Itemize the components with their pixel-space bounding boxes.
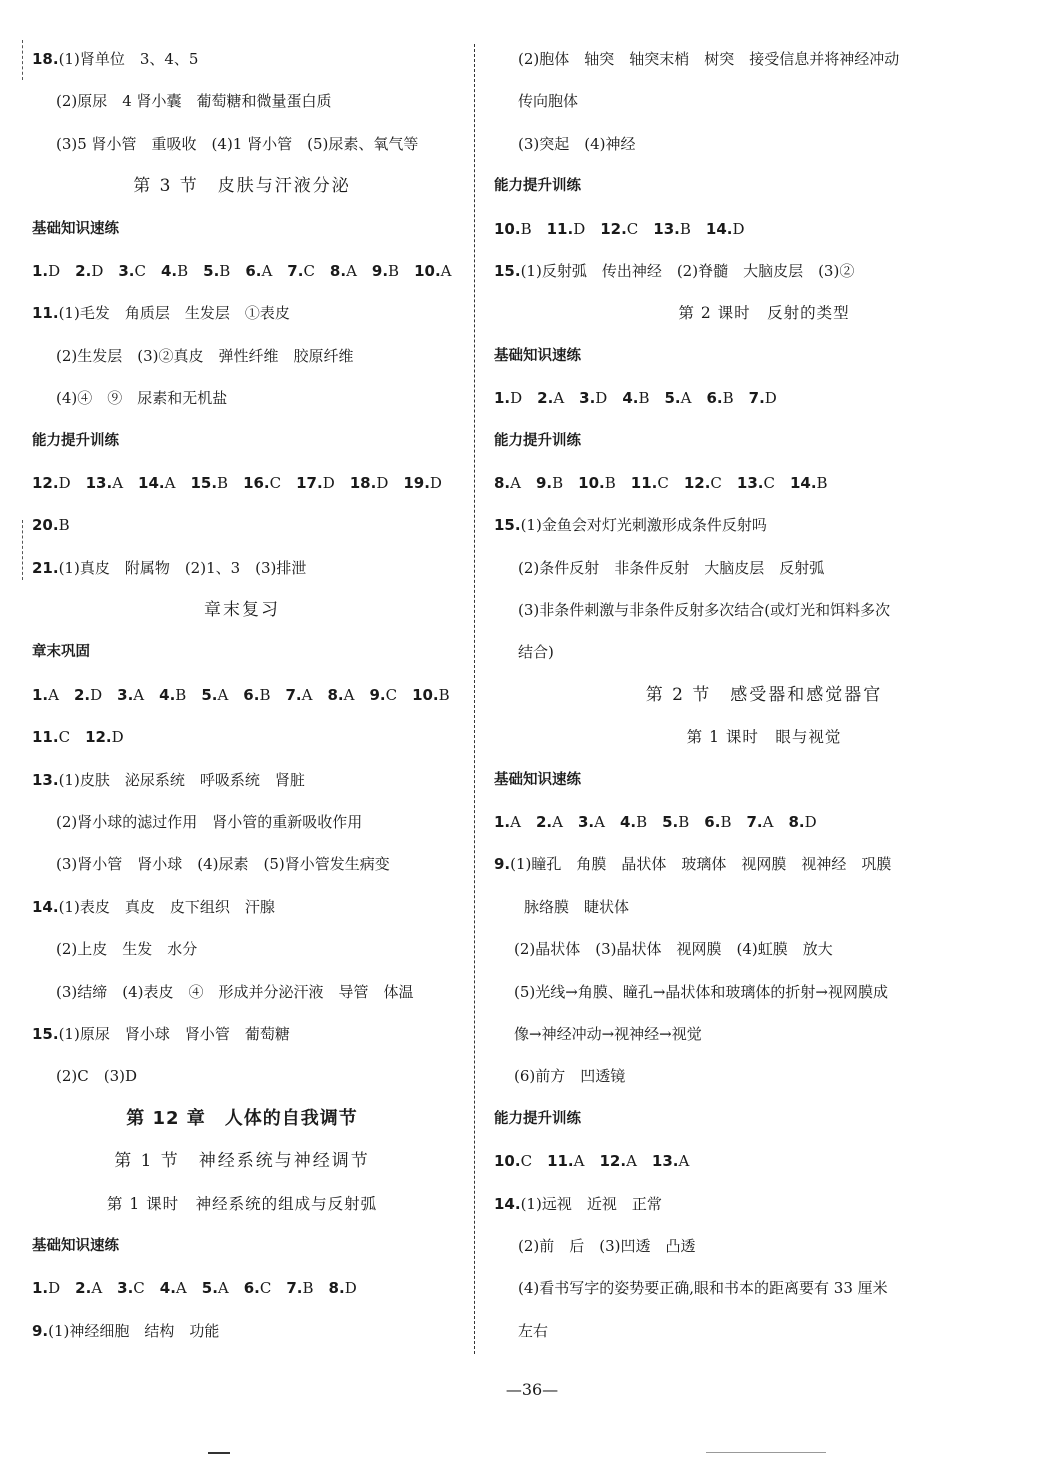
answer-text: (1)反射弧 传出神经 (2)脊髓 大脑皮层 (3)② xyxy=(520,261,855,280)
choice-answer: D xyxy=(804,813,817,832)
choice-answer-row xyxy=(32,504,452,546)
choice-answer: A xyxy=(626,1152,637,1171)
question-number: 21. xyxy=(32,558,59,577)
question-number: 4. xyxy=(622,389,639,408)
answer-line xyxy=(494,1183,1034,1225)
choice-answer-row xyxy=(32,462,452,504)
question-number: 4. xyxy=(619,813,637,832)
choice-answer: A xyxy=(48,685,59,704)
section-header: 能力提升训练 xyxy=(494,1110,581,1127)
answer-continuation: (2)上皮 生发 水分 xyxy=(56,940,198,959)
question-number: 3. xyxy=(117,685,134,704)
question-number: 6. xyxy=(243,1279,260,1298)
choice-answer: A xyxy=(91,1279,103,1298)
answer-continuation: (3)突起 (4)神经 xyxy=(518,134,636,153)
question-number: 14. xyxy=(32,897,59,916)
answer-continuation: (2)生发层 (3)②真皮 弹性纤维 胶原纤维 xyxy=(56,346,354,365)
choice-answer: B xyxy=(636,813,648,832)
answer-continuation: (2)条件反射 非条件反射 大脑皮层 反射弧 xyxy=(518,558,825,577)
choice-answer: A xyxy=(301,685,313,704)
question-number: 1. xyxy=(32,261,49,280)
answer-line xyxy=(494,843,1034,885)
lesson-title: 第 2 课时 反射的类型 xyxy=(678,304,850,323)
question-number: 4. xyxy=(159,685,176,704)
section-title: 章末复习 xyxy=(204,600,280,621)
choice-answer: D xyxy=(344,1279,357,1298)
answer-text: (1)远视 近视 正常 xyxy=(520,1194,662,1213)
answer-line xyxy=(32,547,452,589)
left-column xyxy=(32,38,452,1352)
choice-answer-row xyxy=(32,250,452,292)
question-number: 18. xyxy=(32,50,59,68)
question-number: 6. xyxy=(706,389,723,408)
choice-answer: B xyxy=(816,473,828,492)
bottom-crop-mark xyxy=(208,1452,230,1454)
question-number: 13. xyxy=(653,219,680,238)
question-number: 1. xyxy=(32,685,49,704)
answer-line xyxy=(32,38,452,80)
question-number: 8. xyxy=(327,685,344,704)
question-number: 9. xyxy=(494,855,511,874)
question-number: 7. xyxy=(746,813,763,832)
section-header: 基础知识速练 xyxy=(494,771,581,788)
choice-answer-row xyxy=(494,801,1034,843)
section-header: 章末巩固 xyxy=(32,644,90,661)
question-number: 13. xyxy=(736,473,764,492)
choice-answer-row xyxy=(32,716,452,758)
page-number: —36— xyxy=(505,1380,559,1399)
choice-answer: A xyxy=(678,1152,690,1171)
question-number: 9. xyxy=(371,261,389,280)
question-number: 9. xyxy=(32,1321,49,1340)
answer-continuation: (5)光线→角膜、瞳孔→晶状体和玻璃体的折射→视网膜成 xyxy=(514,982,888,1001)
right-column xyxy=(494,38,1034,1352)
answer-continuation: 左右 xyxy=(518,1321,549,1340)
question-number: 17. xyxy=(296,473,323,492)
answer-continuation: (3)5 肾小管 重吸收 (4)1 肾小管 (5)尿素、氧气等 xyxy=(56,134,419,153)
choice-answer: A xyxy=(164,473,176,492)
answer-text: (1)表皮 真皮 皮下组织 汗腺 xyxy=(58,897,275,916)
question-number: 5. xyxy=(203,261,220,280)
question-number: 7. xyxy=(285,685,302,704)
answer-line xyxy=(494,250,1034,292)
answer-continuation: (2)前 后 (3)凹透 凸透 xyxy=(518,1236,696,1255)
choice-answer: A xyxy=(346,261,357,280)
choice-answer: B xyxy=(520,219,532,238)
choice-answer: A xyxy=(552,813,563,832)
choice-answer: B xyxy=(638,389,650,408)
answer-continuation: (4)看书写字的姿势要正确,眼和书本的距离要有 33 厘米 xyxy=(518,1279,888,1298)
choice-answer: A xyxy=(217,1279,229,1298)
choice-answer: D xyxy=(48,1279,61,1298)
choice-answer: A xyxy=(343,685,355,704)
choice-answer: A xyxy=(553,389,565,408)
choice-answer-row xyxy=(494,377,1034,419)
question-number: 13. xyxy=(85,473,113,492)
choice-answer: A xyxy=(112,473,124,492)
answer-text: (1)真皮 附属物 (2)1、3 (3)排泄 xyxy=(58,558,307,577)
answer-text: (1)原尿 肾小球 肾小管 葡萄糖 xyxy=(58,1024,290,1043)
section-header: 基础知识速练 xyxy=(494,347,581,364)
choice-answer: D xyxy=(732,219,745,238)
question-number: 15. xyxy=(190,473,218,492)
question-number: 5. xyxy=(201,685,218,704)
answer-text: (1)瞳孔 角膜 晶状体 玻璃体 视网膜 视神经 巩膜 xyxy=(510,855,892,874)
binding-edge-mark xyxy=(22,40,23,80)
choice-answer: A xyxy=(440,261,452,280)
choice-answer: B xyxy=(259,685,271,704)
chapter-title: 第 12 章 人体的自我调节 xyxy=(126,1107,358,1129)
question-number: 11. xyxy=(32,304,59,323)
choice-answer: C xyxy=(269,473,282,492)
answer-line xyxy=(32,292,452,334)
question-number: 6. xyxy=(243,685,260,704)
binding-edge-mark xyxy=(22,520,23,580)
choice-answer: A xyxy=(217,685,229,704)
question-number: 14. xyxy=(705,219,733,238)
choice-answer-row xyxy=(494,462,1034,504)
question-number: 3. xyxy=(579,389,596,408)
question-number: 12. xyxy=(600,219,627,238)
lesson-title: 第 1 课时 眼与视觉 xyxy=(686,728,842,747)
choice-answer: C xyxy=(626,219,639,238)
question-number: 8. xyxy=(788,813,805,832)
answer-continuation: (2)肾小球的滤过作用 肾小管的重新吸收作用 xyxy=(56,813,363,832)
choice-answer: D xyxy=(48,261,61,280)
answer-continuation: (3)非条件刺激与非条件反射多次结合(或灯光和饵料多次 xyxy=(518,601,891,620)
choice-answer-row xyxy=(494,208,1034,250)
answer-continuation: (2)原尿 4 肾小囊 葡萄糖和微量蛋白质 xyxy=(56,92,332,111)
answer-line xyxy=(32,886,452,928)
answer-continuation: (6)前方 凹透镜 xyxy=(514,1067,626,1086)
choice-answer: D xyxy=(91,261,104,280)
choice-answer: B xyxy=(217,473,229,492)
section-header: 基础知识速练 xyxy=(32,1237,119,1254)
choice-answer: D xyxy=(510,389,523,408)
answer-text: (1)神经细胞 结构 功能 xyxy=(48,1321,220,1340)
answer-line xyxy=(32,759,452,801)
question-number: 2. xyxy=(535,813,553,832)
answer-continuation: 脉络膜 睫状体 xyxy=(524,897,630,916)
question-number: 13. xyxy=(651,1152,679,1171)
choice-answer: C xyxy=(134,261,146,280)
question-number: 14. xyxy=(494,1194,521,1213)
choice-answer: B xyxy=(175,685,187,704)
choice-answer: A xyxy=(175,1279,187,1298)
choice-answer: C xyxy=(520,1152,533,1171)
column-divider xyxy=(474,44,475,1354)
choice-answer: D xyxy=(322,473,335,492)
question-number: 10. xyxy=(494,219,521,238)
answer-text: (1)皮肤 泌尿系统 呼吸系统 肾脏 xyxy=(58,770,305,789)
question-number: 19. xyxy=(403,473,430,492)
answer-text: (1)肾单位 3、4、5 xyxy=(58,50,199,68)
choice-answer: A xyxy=(133,685,145,704)
question-number: 4. xyxy=(159,1279,176,1298)
question-number: 5. xyxy=(664,389,681,408)
choice-answer: C xyxy=(58,728,71,747)
answer-continuation: (4)④ ⑨ 尿素和无机盐 xyxy=(56,389,228,408)
choice-answer: D xyxy=(376,473,389,492)
question-number: 8. xyxy=(494,473,511,492)
question-number: 15. xyxy=(494,516,521,535)
answer-continuation: 结合) xyxy=(518,643,554,662)
section-title: 第 2 节 感受器和感觉器官 xyxy=(645,684,883,705)
answer-continuation: (3)肾小管 肾小球 (4)尿素 (5)肾小管发生病变 xyxy=(56,855,390,874)
answer-continuation: (3)结缔 (4)表皮 ④ 形成并分泌汗液 导管 体温 xyxy=(56,982,414,1001)
question-number: 14. xyxy=(138,473,165,492)
question-number: 2. xyxy=(75,1279,92,1298)
choice-answer-row xyxy=(494,1140,1034,1182)
question-number: 11. xyxy=(546,219,574,238)
question-number: 2. xyxy=(73,685,91,704)
question-number: 10. xyxy=(414,261,441,280)
question-number: 3. xyxy=(117,1279,134,1298)
question-number: 2. xyxy=(537,389,554,408)
choice-answer: D xyxy=(573,219,586,238)
question-number: 7. xyxy=(287,261,304,280)
question-number: 13. xyxy=(32,770,59,789)
answer-continuation: 像→神经冲动→视神经→视觉 xyxy=(514,1024,702,1043)
question-number: 6. xyxy=(245,261,262,280)
question-number: 12. xyxy=(32,473,59,492)
question-number: 8. xyxy=(329,261,347,280)
answer-line xyxy=(32,1310,452,1352)
question-number: 18. xyxy=(349,473,377,492)
choice-answer: A xyxy=(762,813,774,832)
question-number: 7. xyxy=(286,1279,303,1298)
question-number: 14. xyxy=(789,473,817,492)
answer-continuation: 传向胞体 xyxy=(518,92,579,111)
question-number: 10. xyxy=(412,685,439,704)
choice-answer: B xyxy=(438,685,450,704)
question-number: 20. xyxy=(32,516,59,535)
question-number: 7. xyxy=(748,389,765,408)
question-number: 16. xyxy=(243,473,270,492)
question-number: 15. xyxy=(32,1024,59,1043)
choice-answer: B xyxy=(678,813,690,832)
section-title: 第 1 节 神经系统与神经调节 xyxy=(114,1151,370,1172)
question-number: 3. xyxy=(118,261,135,280)
section-title: 第 3 节 皮肤与汗液分泌 xyxy=(133,176,351,197)
section-header: 能力提升训练 xyxy=(494,178,581,195)
section-header: 基础知识速练 xyxy=(32,220,119,237)
choice-answer: A xyxy=(573,1152,585,1171)
question-number: 6. xyxy=(704,813,721,832)
lesson-title: 第 1 课时 神经系统的组成与反射弧 xyxy=(106,1194,378,1213)
question-number: 3. xyxy=(577,813,595,832)
choice-answer: C xyxy=(763,473,775,492)
choice-answer: B xyxy=(388,261,400,280)
choice-answer: B xyxy=(552,473,564,492)
choice-answer-row xyxy=(32,674,452,716)
choice-answer: C xyxy=(385,685,398,704)
choice-answer: B xyxy=(58,516,70,535)
choice-answer: B xyxy=(302,1279,314,1298)
section-header: 能力提升训练 xyxy=(32,432,119,449)
answer-line xyxy=(32,1013,452,1055)
question-number: 15. xyxy=(494,261,521,280)
choice-answer: B xyxy=(604,473,616,492)
choice-answer: A xyxy=(261,261,273,280)
choice-answer: B xyxy=(679,219,691,238)
question-number: 1. xyxy=(494,813,511,832)
choice-answer: D xyxy=(90,685,103,704)
question-number: 12. xyxy=(599,1152,627,1171)
choice-answer: B xyxy=(177,261,189,280)
choice-answer: B xyxy=(219,261,231,280)
choice-answer: C xyxy=(133,1279,145,1298)
choice-answer: A xyxy=(510,813,521,832)
question-number: 1. xyxy=(494,389,511,408)
question-number: 8. xyxy=(328,1279,345,1298)
bottom-crop-mark xyxy=(706,1452,826,1453)
question-number: 11. xyxy=(32,728,59,747)
question-number: 11. xyxy=(547,1152,574,1171)
question-number: 2. xyxy=(75,261,92,280)
question-number: 12. xyxy=(85,728,112,747)
answer-continuation: (2)胞体 轴突 轴突末梢 树突 接受信息并将神经冲动 xyxy=(518,50,900,68)
choice-answer: A xyxy=(680,389,692,408)
section-header: 能力提升训练 xyxy=(494,432,581,449)
question-number: 1. xyxy=(32,1279,49,1298)
choice-answer: D xyxy=(429,473,442,492)
choice-answer: D xyxy=(111,728,124,747)
answer-text: (1)金鱼会对灯光刺激形成条件反射吗 xyxy=(520,516,767,535)
question-number: 12. xyxy=(683,473,711,492)
question-number: 9. xyxy=(369,685,386,704)
question-number: 5. xyxy=(201,1279,218,1298)
choice-answer: D xyxy=(595,389,608,408)
choice-answer: A xyxy=(594,813,605,832)
choice-answer: C xyxy=(259,1279,272,1298)
question-number: 5. xyxy=(662,813,679,832)
choice-answer: B xyxy=(722,389,734,408)
question-number: 11. xyxy=(630,473,658,492)
question-number: 10. xyxy=(494,1152,521,1171)
answer-continuation: (2)C (3)D xyxy=(56,1067,137,1086)
choice-answer-row xyxy=(32,1267,452,1309)
answer-continuation: (2)晶状体 (3)晶状体 视网膜 (4)虹膜 放大 xyxy=(514,940,833,959)
question-number: 4. xyxy=(160,261,178,280)
question-number: 9. xyxy=(535,473,553,492)
question-number: 10. xyxy=(578,473,605,492)
choice-answer: D xyxy=(58,473,71,492)
answer-text: (1)毛发 角质层 生发层 ①表皮 xyxy=(58,304,290,323)
choice-answer: C xyxy=(657,473,669,492)
answer-line xyxy=(494,504,1034,546)
choice-answer: A xyxy=(510,473,521,492)
choice-answer: B xyxy=(720,813,732,832)
choice-answer: C xyxy=(303,261,315,280)
choice-answer: C xyxy=(710,473,722,492)
choice-answer: D xyxy=(764,389,777,408)
